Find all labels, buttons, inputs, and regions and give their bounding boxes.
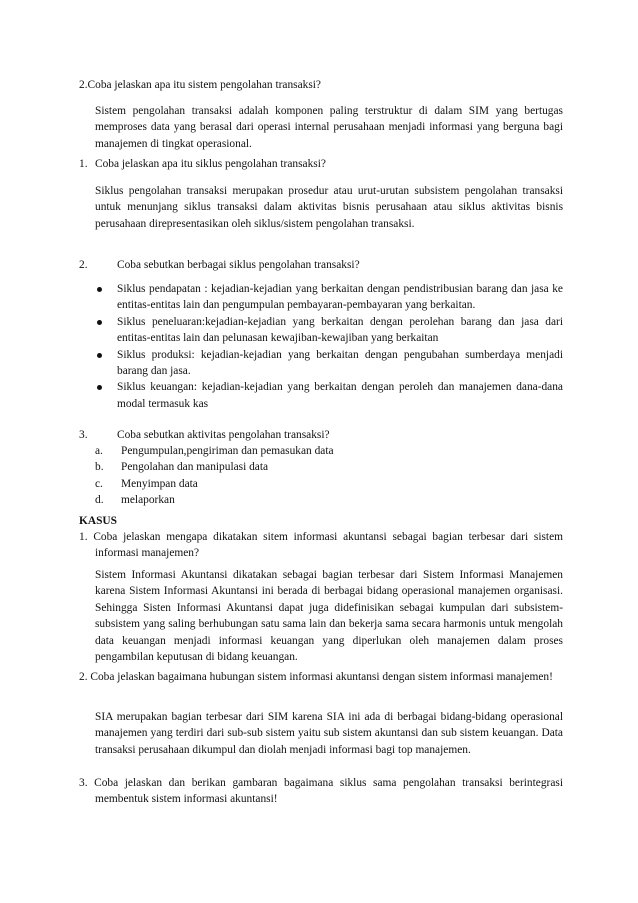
list-item: a. Pengumpulan,pengiriman dan pemasukan data bbox=[95, 445, 334, 457]
list-item: Siklus pendapatan : kejadian-kejadian yang berkaitan dengan pendistribusian barang dan jasa ke entitas-entitas lain dan pengumpulan pembayaran-pembayaran yang berkaitan. bbox=[95, 281, 563, 314]
kasus-question-2: 2. Coba jelaskan bagaimana hubungan sistem informasi akuntansi dengan sistem informasi manajemen! bbox=[79, 671, 553, 683]
list-item: d. melaporkan bbox=[95, 494, 175, 507]
list-item: b. Pengolahan dan manipulasi data bbox=[95, 461, 269, 474]
answer-1: Sistem pengolahan transaksi adalah komponen paling terstruktur di dalam SIM yang bertugas memproses data yang berasal dari operasi internal perusahaan menjadi informasi yang berguna bagi manajemen di tingkat operasional. bbox=[95, 105, 563, 150]
bullet-icon bbox=[97, 320, 102, 325]
list-item: Siklus produksi: kejadian-kejadian yang berkaitan dengan pengubahan sumberdaya menjadi barang dan jasa. bbox=[95, 347, 563, 380]
list-item: Siklus peneluaran:kejadian-kejadian yang berkaitan dengan perolehan barang dan jasa dari entitas-entitas lain dan pelunasan kewajiban-kewajiban yang berkaitan bbox=[95, 314, 563, 347]
list-item: c. Menyimpan data bbox=[95, 477, 198, 490]
question-4-number: 3. bbox=[79, 429, 88, 441]
question-3: Coba sebutkan berbagai siklus pengolahan transaksi? bbox=[117, 259, 360, 271]
list-item: Siklus keuangan: kejadian-kejadian yang berkaitan dengan peroleh dan manajemen dana-dana modal termasuk kas bbox=[95, 379, 563, 412]
question-3-number: 2. bbox=[79, 259, 88, 271]
kasus-question-3: 3. Coba jelaskan dan berikan gambaran bagaimana siklus sama pengolahan transaksi berintegrasi membentuk sistem informasi akuntansi! bbox=[79, 777, 563, 806]
section-heading-kasus: KASUS bbox=[79, 515, 117, 527]
bullet-icon bbox=[97, 385, 102, 390]
activity-list bbox=[95, 443, 563, 509]
cycle-list bbox=[95, 281, 563, 412]
kasus-question-1: 1. Coba jelaskan mengapa dikatakan sitem informasi akuntansi sebagai bagian terbesar dari sistem informasi manajemen? bbox=[79, 531, 563, 560]
bullet-icon bbox=[97, 287, 102, 292]
question-1: 2.Coba jelaskan apa itu sistem pengolahan transaksi? bbox=[79, 79, 321, 91]
bullet-icon bbox=[97, 353, 102, 358]
question-4: Coba sebutkan aktivitas pengolahan transaksi? bbox=[117, 429, 330, 441]
kasus-answer-1: Sistem Informasi Akuntansi dikatakan sebagai bagian terbesar dari Sistem Informasi Manajemen karena Sistem Informasi Akuntansi ini berada di berbagai bidang operasional manajemen organisasi. Sehingga Sisten Informasi Akuntansi dapat juga didefinisikan sebagai kumpulan dari subsistem-subsistem yang saling berhubungan satu sama lain dan bekerja sama secara harmonis untuk mengolah data keuangan menjadi informasi keuangan yang diperlukan oleh manajemen dalam proses pengambilan keputusan di bidang keuangan. bbox=[95, 569, 563, 664]
kasus-answer-2: SIA merupakan bagian terbesar dari SIM karena SIA ini ada di berbagai bidang-bidang operasional manajemen yang terdiri dari sub-sub sistem yaitu sub sistem akuntansi dan sub sistem keuangan. Data transaksi perusahaan dikumpul dan diolah menjadi informasi bagi top manajemen. bbox=[95, 711, 563, 756]
question-2: Coba jelaskan apa itu siklus pengolahan transaksi? bbox=[95, 158, 326, 170]
question-2-number: 1. bbox=[79, 158, 88, 170]
answer-2: Siklus pengolahan transaksi merupakan prosedur atau urut-urutan subsistem pengolahan transaksi untuk menunjang siklus transaksi dalam aktivitas bisnis perusahaan atau siklus aktivitas bisnis perusahaan direpresentasikan oleh siklus/sistem pengolahan transaksi. bbox=[95, 185, 563, 230]
